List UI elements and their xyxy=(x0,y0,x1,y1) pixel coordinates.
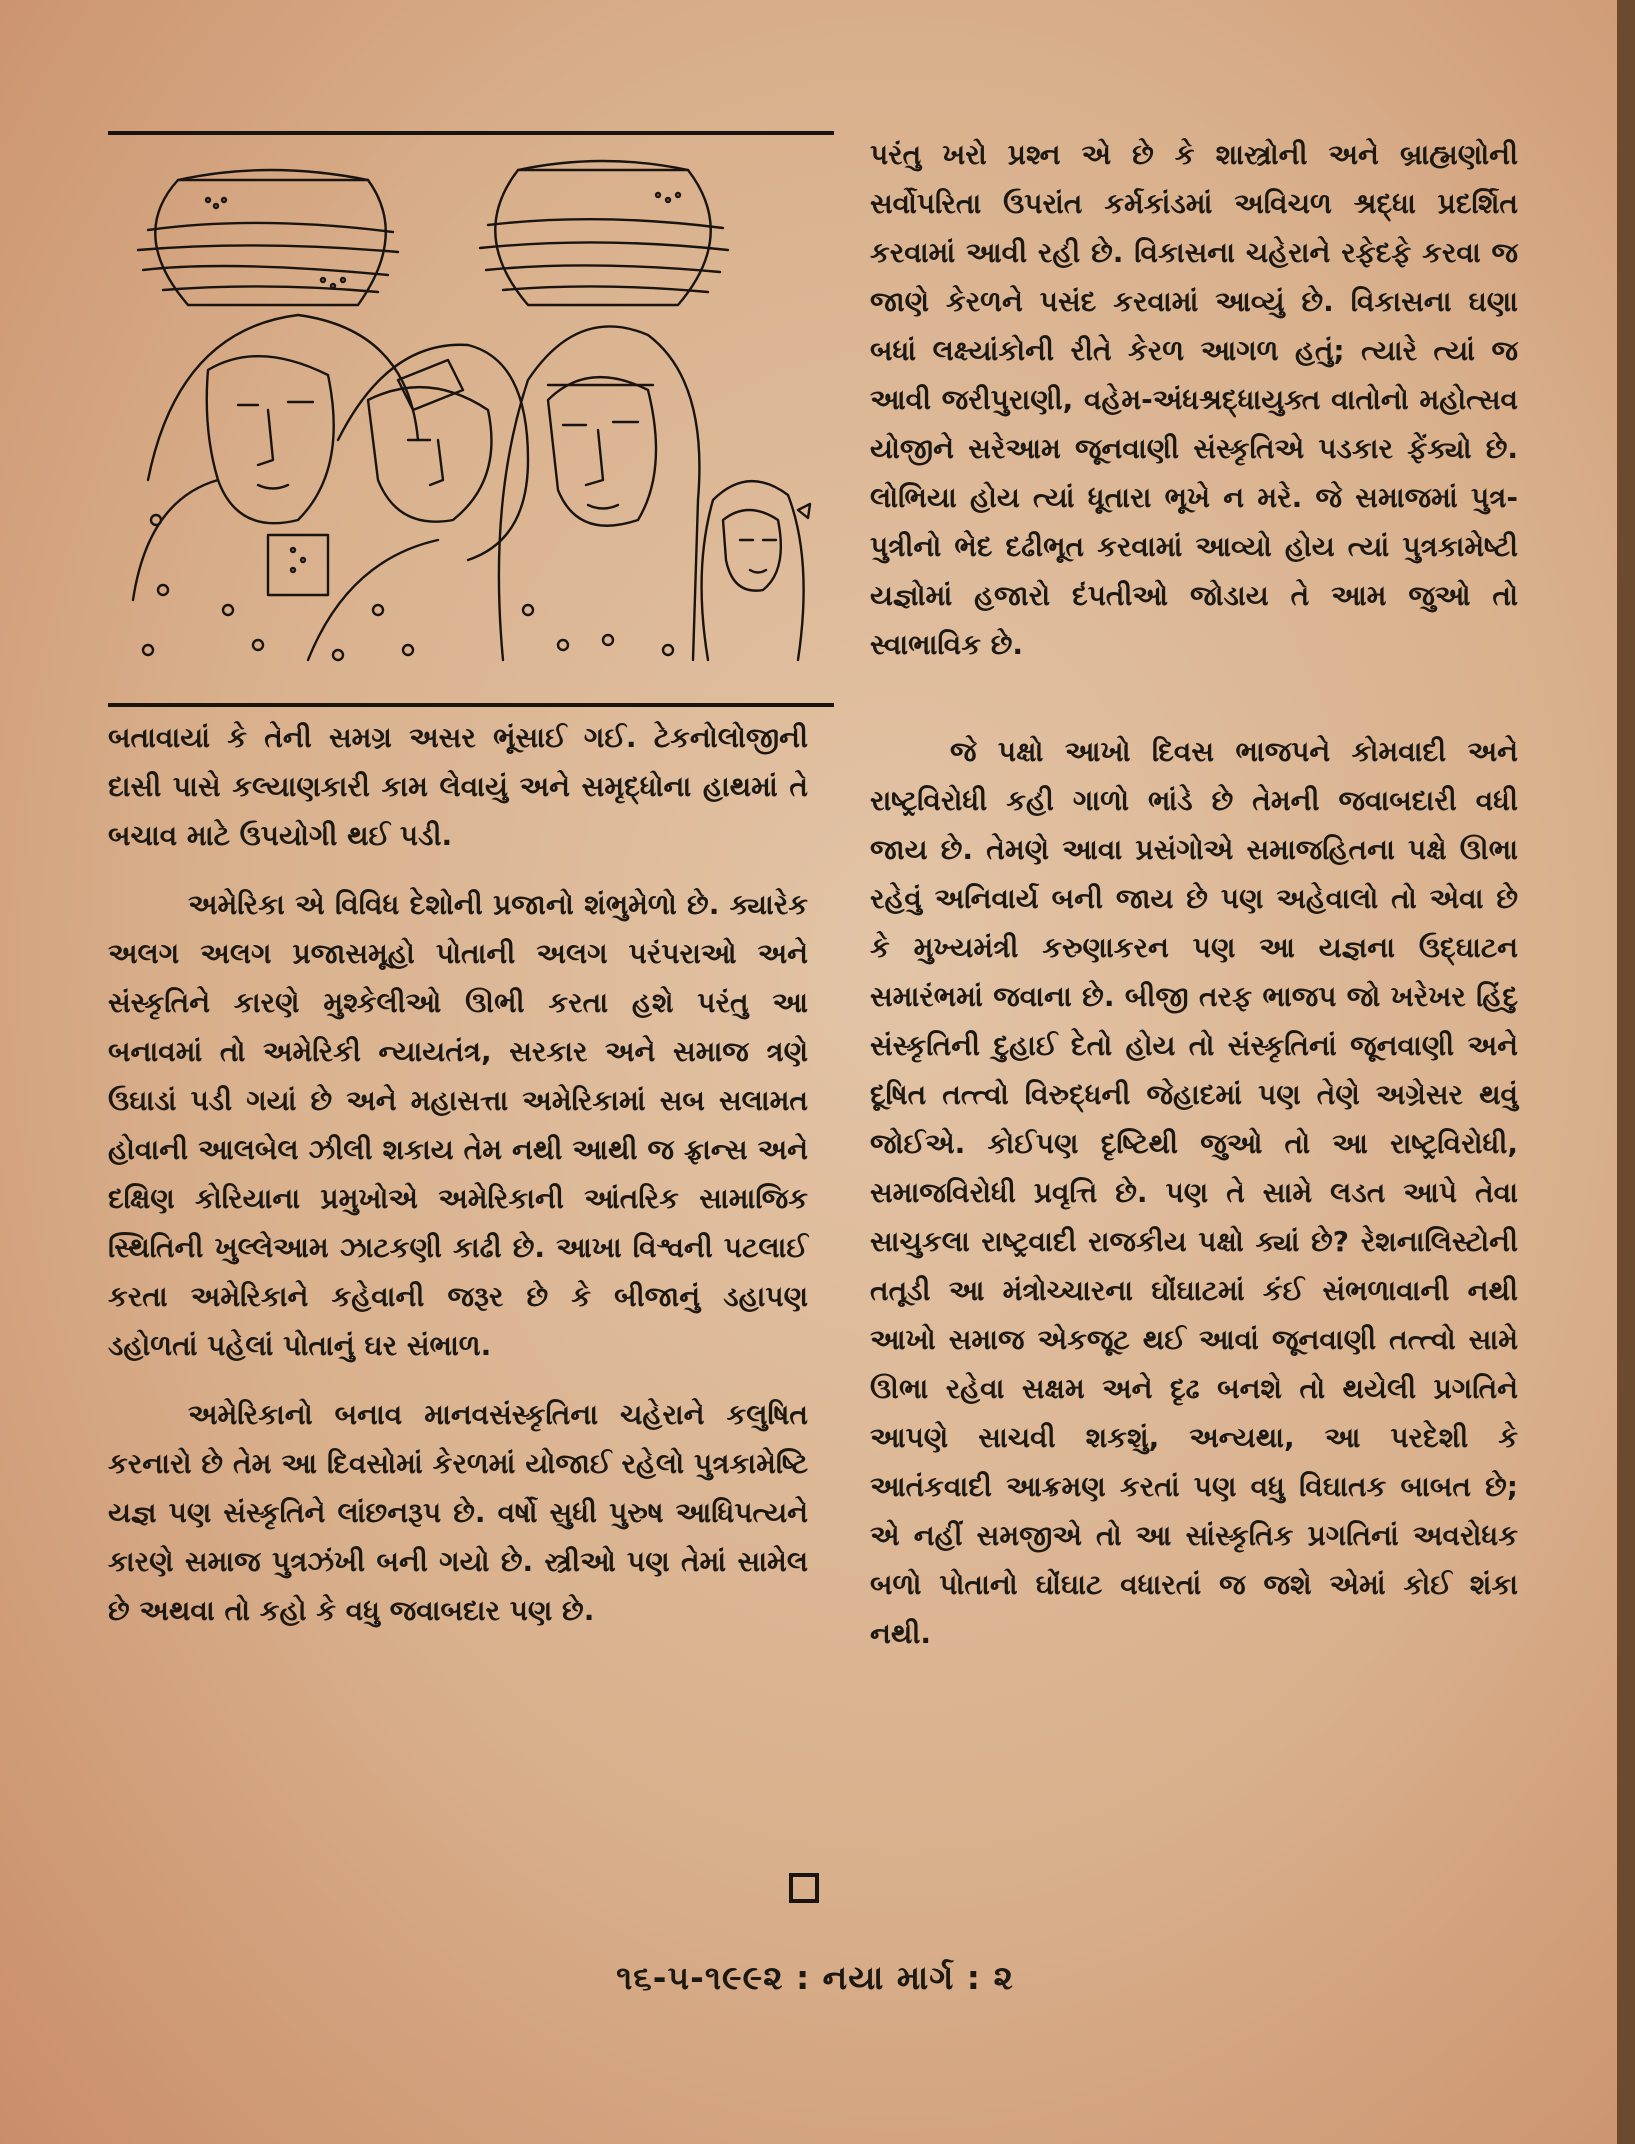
page-edge xyxy=(1617,0,1635,2144)
paragraph: જે પક્ષો આખો દિવસ ભાજપને કોમવાદી અને રાષ્ટ્રવિરોધી કહી ગાળો ભાંડે છે તેમની જવાબદારી વધી જાય છે. તેમણે આવા પ્રસંગોએ સમાજહિતના પક્ષે ઊભા રહેવું અનિવાર્ય બની જાય છે પણ અહેવાલો તો એવા છે કે મુખ્યમંત્રી કરુણાકરન પણ આ યજ્ઞના ઉદ્ઘાટન સમારંભમાં જવાના છે. બીજી તરફ ભાજપ જો ખરેખર હિંદુ સંસ્કૃતિની દુહાઈ દેતો હોય તો સંસ્કૃતિનાં જૂનવાણી અને દૂષિત તત્ત્વો વિરુદ્ધની જેહાદમાં પણ તેણે અગ્રેસર થવું જોઈએ. કોઈપણ દૃષ્ટિથી જુઓ તો આ રાષ્ટ્રવિરોધી, સમાજવિરોધી પ્રવૃત્તિ છે. પણ તે સામે લડત આપે તેવા સાચુકલા રાષ્ટ્રવાદી રાજકીય પક્ષો ક્યાં છે? રેશનાલિસ્ટોની તતૂડી આ મંત્રોચ્ચારના ઘોંઘાટમાં કંઈ સંભળાવાની નથી આખો સમાજ એકજૂટ થઈ આવાં જૂનવાણી તત્ત્વો સામે ઊભા રહેવા સક્ષમ અને દૃઢ બનશે તો થયેલી પ્રગતિને આપણે સાચવી શકશું, અન્યથા, આ પરદેશી કે આતંકવાદી આક્રમણ કરતાં પણ વધુ વિઘાતક બાબત છે; એ નહીં સમજીએ તો આ સાંસ્કૃતિક પ્રગતિનાં અવરોધક બળો પોતાનો ઘોંઘાટ વધારતાં જ જશે એમાં કોઈ શંકા નથી. xyxy=(870,735,1518,1650)
paragraph: પરંતુ ખરો પ્રશ્ન એ છે કે શાસ્ત્રોની અને બ્રાહ્મણોની સર્વોપરિતા ઉપરાંત કર્મકાંડમાં અવિચળ શ્રદ્ધા પ્રદર્શિત કરવામાં આવી રહી છે. વિકાસના ચહેરાને રફેદફે કરવા જ જાણે કેરળને પસંદ કરવામાં આવ્યું છે. વિકાસના ઘણા બધાં લક્ષ્યાંકોની રીતે કેરળ આગળ હતું; ત્યારે ત્યાં જ આવી જરીપુરાણી, વહેમ-અંધશ્રદ્ધાયુક્ત વાતોનો મહોત્સવ યોજીને સરેઆમ જૂનવાણી સંસ્કૃતિએ પડકાર ફેંક્યો છે. લોભિયા હોય ત્યાં ધૂતારા ભૂખે ન મરે. જે સમાજમાં પુત્ર-પુત્રીનો ભેદ દઢીભૂત કરવામાં આવ્યો હોય ત્યાં પુત્રકામેષ્ટી યજ્ઞોમાં હજારો દંપતીઓ જોડાય તે આમ જુઓ તો સ્વાભાવિક છે. xyxy=(870,138,1518,661)
paragraph: અમેરિકા એ વિવિધ દેશોની પ્રજાનો શંભુમેળો છે. ક્યારેક અલગ અલગ પ્રજાસમૂહો પોતાની અલગ પરંપરાઓ અને સંસ્કૃતિને કારણે મુશ્કેલીઓ ઊભી કરતા હશે પરંતુ આ બનાવમાં તો અમેરિકી ન્યાયતંત્ર, સરકાર અને સમાજ ત્રણે ઉઘાડાં પડી ગયાં છે અને મહાસત્તા અમેરિકામાં સબ સલામત હોવાની આલબેલ ઝીલી શકાય તેમ નથી આથી જ ફ્રાન્સ અને દક્ષિણ કોરિયાના પ્રમુખોએ અમેરિકાની આંતરિક સામાજિક સ્થિતિની ખુલ્લેઆમ ઝાટકણી કાઢી છે. આખા વિશ્વની પટલાઈ કરતા અમેરિકાને કહેવાની જરૂર છે કે બીજાનું ડહાપણ ડહોળતાં પહેલાં પોતાનું ઘર સંભાળ. xyxy=(108,888,808,1362)
illustration-women-with-pots xyxy=(108,140,833,695)
top-rule xyxy=(108,131,834,135)
left-column xyxy=(108,713,808,1635)
right-column xyxy=(870,130,1518,1658)
paragraph: બતાવાયાં કે તેની સમગ્ર અસર ભૂંસાઈ ગઈ. ટેકનોલોજીની દાસી પાસે કલ્યાણકારી કામ લેવાયું અને સમૃદ્ધોના હાથમાં તે બચાવ માટે ઉપયોગી થઈ પડી. xyxy=(108,721,808,852)
illustration-bottom-rule xyxy=(108,703,834,707)
page-footer: ૧૬-૫-૧૯૯૨ : નયા માર્ગ : ૨ xyxy=(616,1958,1014,1997)
paragraph: અમેરિકાનો બનાવ માનવસંસ્કૃતિના ચહેરાને કલુષિત કરનારો છે તેમ આ દિવસોમાં કેરળમાં યોજાઈ રહેલો પુત્રકામેષ્ટિ યજ્ઞ પણ સંસ્કૃતિને લાંછનરૂપ છે. વર્ષો સુધી પુરુષ આધિપત્યને કારણે સમાજ પુત્રઝંખી બની ગયો છે. સ્ત્રીઓ પણ તેમાં સામેલ છે અથવા તો કહો કે વધુ જવાબદાર પણ છે. xyxy=(108,1398,808,1627)
end-mark xyxy=(789,1873,819,1903)
